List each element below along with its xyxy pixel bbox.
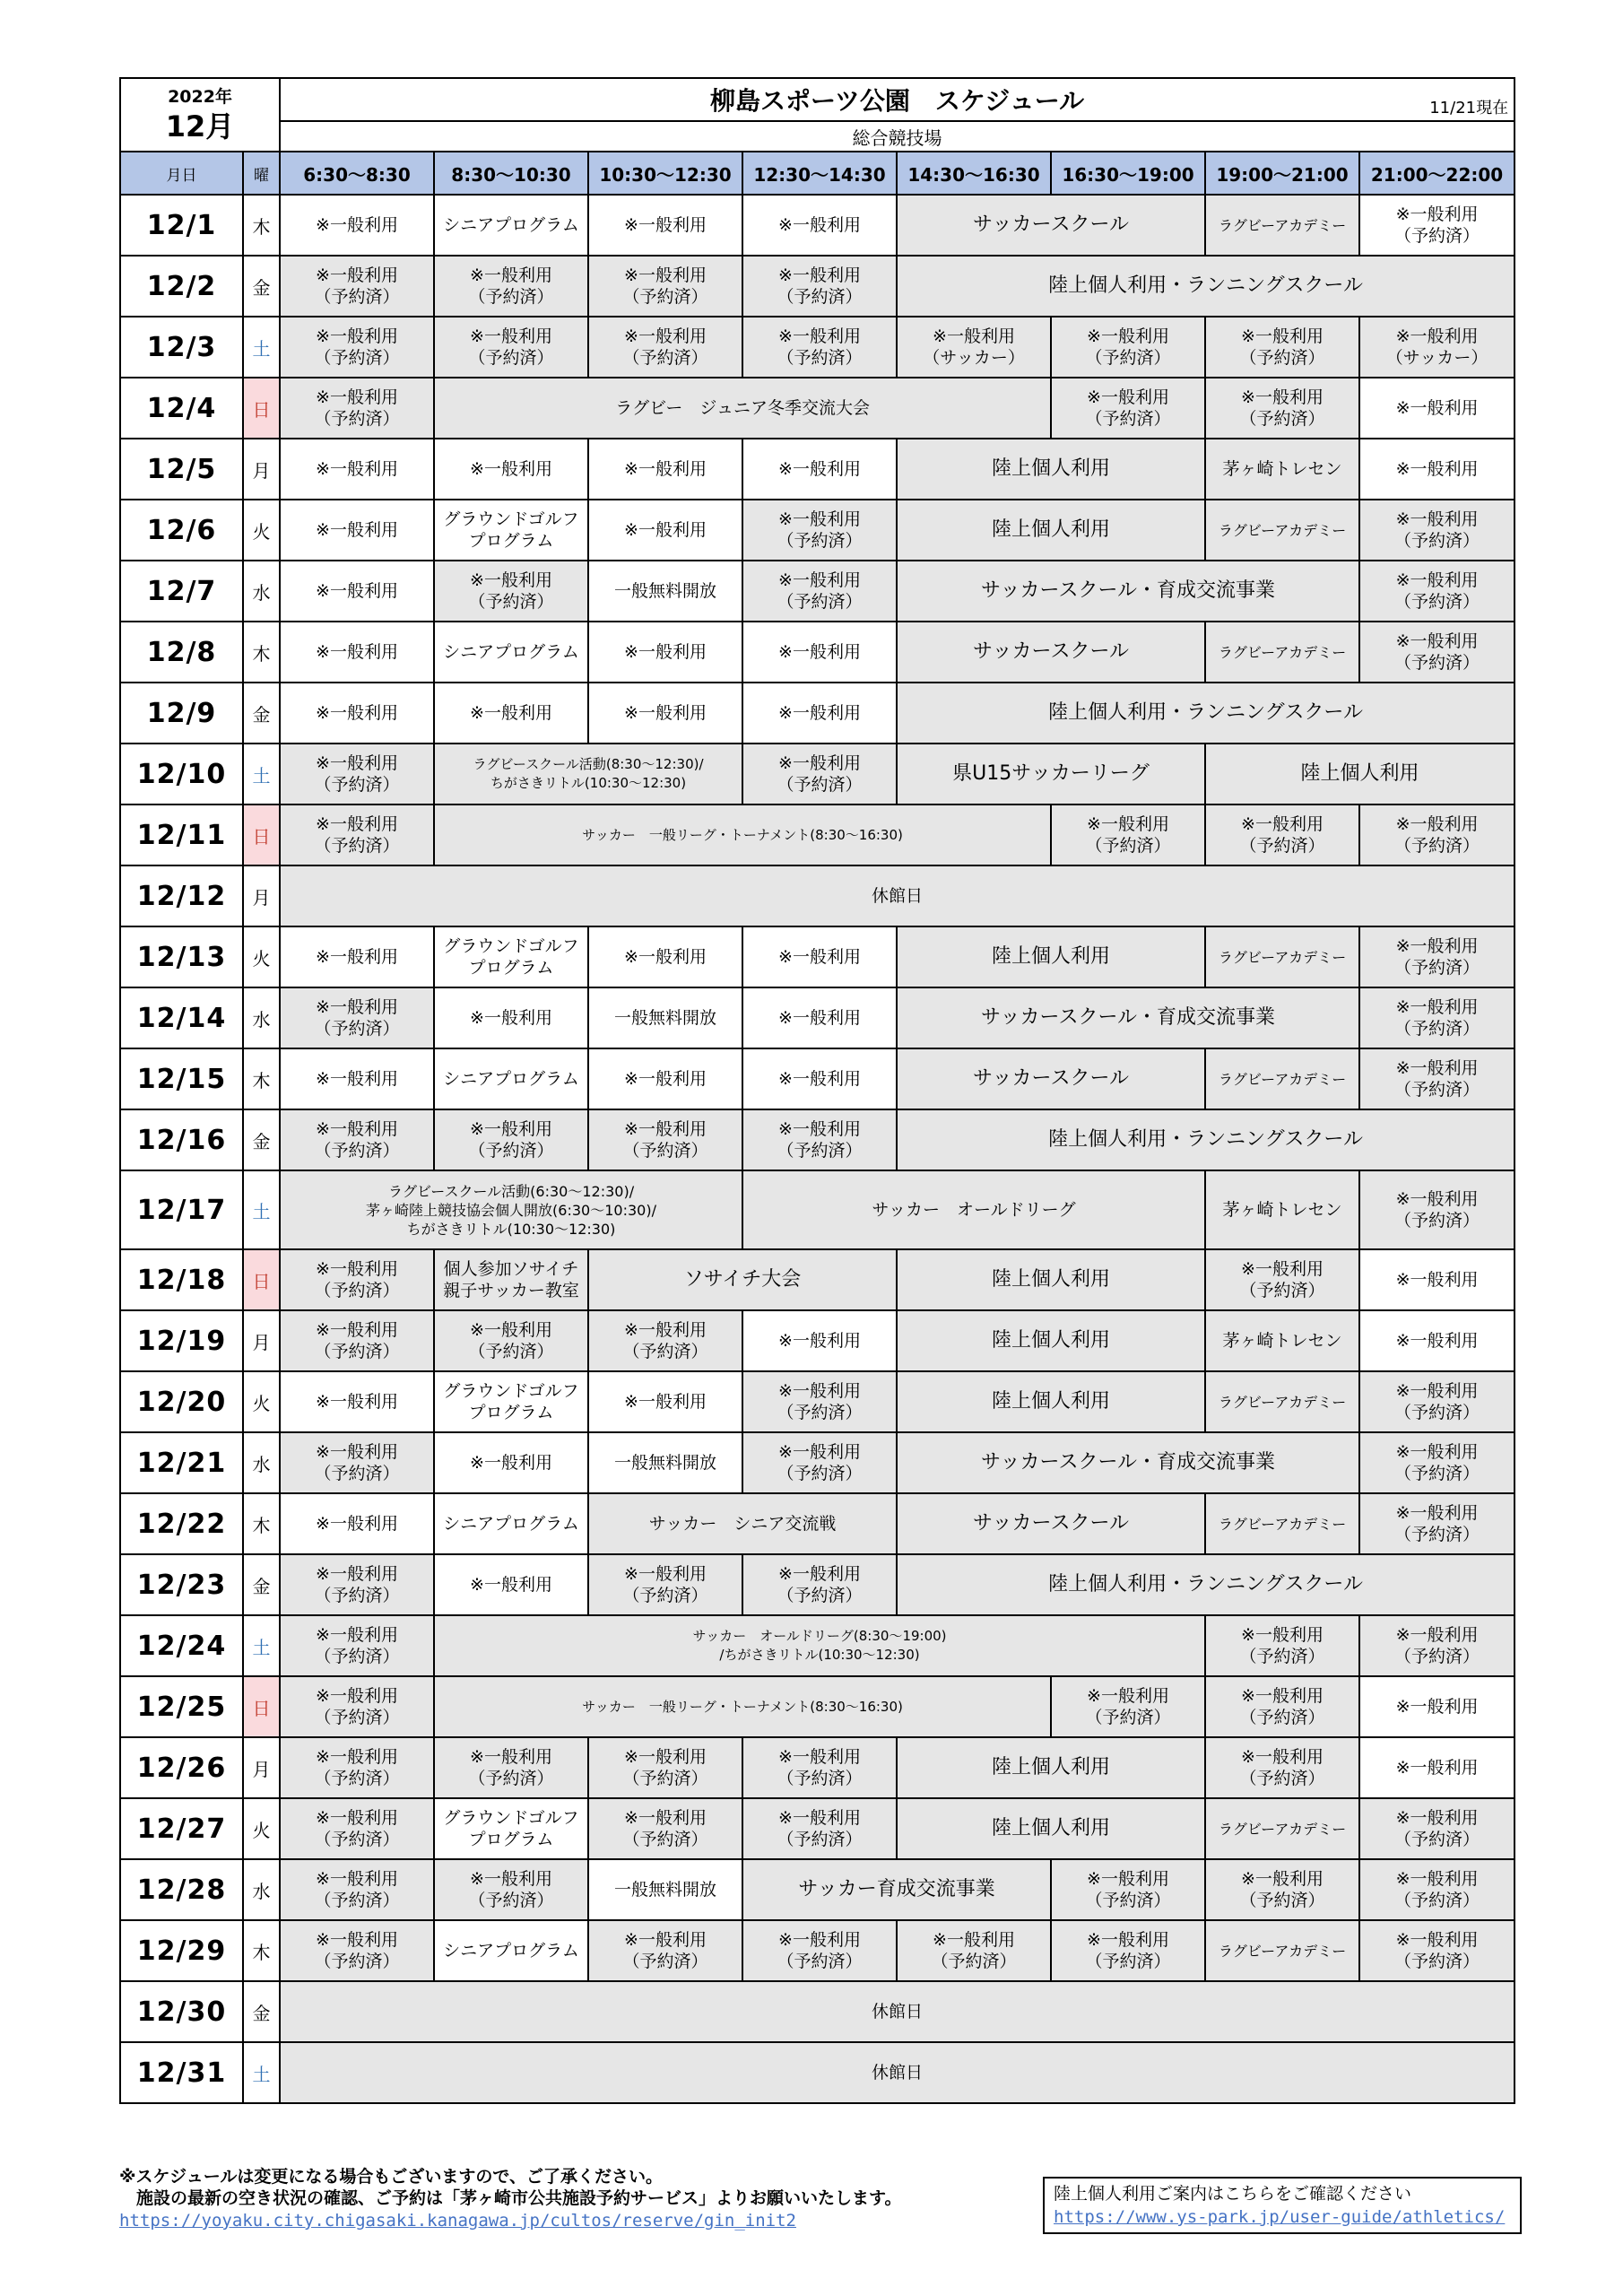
schedule-cell: ※一般利用 （予約済） — [1359, 1170, 1515, 1249]
schedule-cell: ※一般利用 （予約済） — [1051, 378, 1205, 439]
schedule-cell: シニアプログラム — [434, 1493, 588, 1554]
row-date: 12/1 — [120, 195, 243, 256]
facility-name: 総合競技場 — [280, 121, 1515, 152]
schedule-cell: ※一般利用 （予約済） — [588, 1737, 742, 1798]
schedule-cell: ※一般利用 （予約済） — [280, 1554, 434, 1615]
schedule-sheet — [119, 77, 1515, 2104]
schedule-cell: ※一般利用 （予約済） — [1051, 1676, 1205, 1737]
schedule-cell: ラグビースクール活動(6:30～12:30)/ 茅ヶ崎陸上競技協会個人開放(6:30～10:30)/ ちがさきリトル(10:30～12:30) — [280, 1170, 742, 1249]
schedule-cell: ※一般利用 （予約済） — [434, 1737, 588, 1798]
schedule-cell: ※一般利用 （予約済） — [742, 1432, 897, 1493]
row-weekday: 火 — [243, 500, 280, 561]
schedule-row — [120, 1109, 1515, 1170]
schedule-cell: 一般無料開放 — [588, 1859, 742, 1920]
row-date: 12/17 — [120, 1170, 243, 1249]
schedule-row — [120, 2042, 1515, 2103]
schedule-cell: ※一般利用 （予約済） — [280, 804, 434, 865]
schedule-cell: ※一般利用 — [588, 926, 742, 987]
schedule-cell: 陸上個人利用 — [897, 1737, 1205, 1798]
schedule-cell: 休館日 — [280, 865, 1515, 926]
row-weekday: 金 — [243, 256, 280, 317]
row-weekday: 日 — [243, 804, 280, 865]
row-weekday: 土 — [243, 2042, 280, 2103]
schedule-cell: ※一般利用 （予約済） — [1359, 804, 1515, 865]
footer-note-1: ※スケジュールは変更になる場合もございますので、ご了承ください。 — [119, 2167, 663, 2187]
schedule-cell: ※一般利用 — [742, 987, 897, 1048]
row-weekday: 土 — [243, 317, 280, 378]
schedule-cell: 一般無料開放 — [588, 1432, 742, 1493]
schedule-row — [120, 1170, 1515, 1249]
schedule-cell: ※一般利用 （予約済） — [1359, 195, 1515, 256]
schedule-cell: グラウンドゴルフ プログラム — [434, 500, 588, 561]
schedule-cell: サッカー オールドリーグ(8:30～19:00) /ちがさきリトル(10:30～12:30) — [434, 1615, 1205, 1676]
schedule-cell: ※一般利用 （予約済） — [588, 1109, 742, 1170]
schedule-row — [120, 1859, 1515, 1920]
schedule-cell: 休館日 — [280, 1981, 1515, 2042]
schedule-row — [120, 500, 1515, 561]
schedule-cell: ※一般利用 （サッカー） — [1359, 317, 1515, 378]
schedule-cell: ラグビー ジュニア冬季交流大会 — [434, 378, 1051, 439]
schedule-cell: ラグビーアカデミー — [1205, 500, 1359, 561]
header-slot: 21:00～22:00 — [1359, 152, 1515, 195]
schedule-cell: ※一般利用 （予約済） — [1359, 1859, 1515, 1920]
schedule-cell: 陸上個人利用・ランニングスクール — [897, 256, 1515, 317]
row-date: 12/11 — [120, 804, 243, 865]
schedule-cell: ※一般利用 （サッカー） — [897, 317, 1051, 378]
schedule-row — [120, 622, 1515, 683]
schedule-cell: ※一般利用 （予約済） — [588, 256, 742, 317]
row-date: 12/13 — [120, 926, 243, 987]
schedule-cell: ※一般利用 （予約済） — [434, 256, 588, 317]
row-weekday: 木 — [243, 1493, 280, 1554]
schedule-cell: シニアプログラム — [434, 622, 588, 683]
row-weekday: 月 — [243, 865, 280, 926]
row-date: 12/25 — [120, 1676, 243, 1737]
row-weekday: 月 — [243, 1737, 280, 1798]
row-date: 12/22 — [120, 1493, 243, 1554]
row-weekday: 水 — [243, 1859, 280, 1920]
schedule-cell: サッカースクール・育成交流事業 — [897, 561, 1359, 622]
schedule-cell: ※一般利用 — [434, 1432, 588, 1493]
row-weekday: 金 — [243, 1109, 280, 1170]
schedule-cell: サッカー 一般リーグ・トーナメント(8:30～16:30) — [434, 804, 1051, 865]
schedule-cell: サッカー 一般リーグ・トーナメント(8:30～16:30) — [434, 1676, 1051, 1737]
schedule-cell: シニアプログラム — [434, 1048, 588, 1109]
row-weekday: 金 — [243, 1981, 280, 2042]
schedule-cell: シニアプログラム — [434, 195, 588, 256]
schedule-cell: ※一般利用 — [280, 500, 434, 561]
row-weekday: 木 — [243, 1048, 280, 1109]
row-date: 12/26 — [120, 1737, 243, 1798]
schedule-cell: ラグビーアカデミー — [1205, 1371, 1359, 1432]
schedule-cell: ※一般利用 （予約済） — [742, 1109, 897, 1170]
row-weekday: 火 — [243, 1798, 280, 1859]
schedule-cell: 県U15サッカーリーグ — [897, 744, 1205, 804]
schedule-cell: 陸上個人利用・ランニングスクール — [897, 1109, 1515, 1170]
schedule-cell: ※一般利用 — [280, 1493, 434, 1554]
schedule-row — [120, 1554, 1515, 1615]
schedule-row — [120, 1676, 1515, 1737]
row-weekday: 木 — [243, 1920, 280, 1981]
schedule-cell: ※一般利用 （予約済） — [280, 317, 434, 378]
column-header-row — [120, 152, 1515, 195]
schedule-cell: ※一般利用 （予約済） — [1359, 1048, 1515, 1109]
schedule-cell: ※一般利用 — [280, 1048, 434, 1109]
footer-note-2: 施設の最新の空き状況の確認、ご予約は「茅ヶ崎市公共施設予約サービス」よりお願いいたします。 — [119, 2188, 902, 2208]
row-date: 12/18 — [120, 1249, 243, 1310]
row-weekday: 水 — [243, 1432, 280, 1493]
footer — [119, 2166, 1518, 2232]
as-of-date: 11/21現在 — [1429, 99, 1509, 117]
schedule-row — [120, 1798, 1515, 1859]
schedule-cell: ※一般利用 （予約済） — [742, 744, 897, 804]
row-weekday: 金 — [243, 683, 280, 744]
row-weekday: 木 — [243, 622, 280, 683]
schedule-cell: ※一般利用 — [588, 439, 742, 500]
schedule-row — [120, 439, 1515, 500]
schedule-cell: ※一般利用 （予約済） — [1205, 1615, 1359, 1676]
row-date: 12/3 — [120, 317, 243, 378]
schedule-cell: ※一般利用 （予約済） — [588, 1554, 742, 1615]
schedule-cell: ※一般利用 （予約済） — [280, 1798, 434, 1859]
schedule-cell: ※一般利用 （予約済） — [280, 1920, 434, 1981]
schedule-cell: 陸上個人利用 — [897, 500, 1205, 561]
schedule-cell: ※一般利用 （予約済） — [742, 500, 897, 561]
schedule-cell: ※一般利用 （予約済） — [588, 1798, 742, 1859]
schedule-row — [120, 1920, 1515, 1981]
athletics-info-box — [1043, 2177, 1522, 2234]
row-weekday: 土 — [243, 1615, 280, 1676]
schedule-cell: ※一般利用 — [1359, 1676, 1515, 1737]
schedule-cell: ※一般利用 （予約済） — [280, 1432, 434, 1493]
schedule-cell: ※一般利用 （予約済） — [1205, 1737, 1359, 1798]
schedule-row — [120, 1737, 1515, 1798]
schedule-cell: ※一般利用 （予約済） — [1359, 987, 1515, 1048]
schedule-cell: ※一般利用 — [280, 1371, 434, 1432]
schedule-cell: グラウンドゴルフ プログラム — [434, 1371, 588, 1432]
page-title — [280, 78, 1515, 121]
schedule-cell: サッカースクール — [897, 1493, 1205, 1554]
schedule-row — [120, 865, 1515, 926]
header-slot: 6:30～8:30 — [280, 152, 434, 195]
schedule-cell: ※一般利用 （予約済） — [742, 561, 897, 622]
row-date: 12/9 — [120, 683, 243, 744]
schedule-cell: ※一般利用 — [742, 1048, 897, 1109]
schedule-cell: ※一般利用 （予約済） — [280, 744, 434, 804]
row-date: 12/29 — [120, 1920, 243, 1981]
row-date: 12/16 — [120, 1109, 243, 1170]
schedule-cell: ※一般利用 — [280, 195, 434, 256]
row-date: 12/12 — [120, 865, 243, 926]
schedule-cell: ※一般利用 — [588, 195, 742, 256]
schedule-cell: ※一般利用 （予約済） — [742, 256, 897, 317]
schedule-cell: ラグビーアカデミー — [1205, 1048, 1359, 1109]
schedule-cell: ソサイチ大会 — [588, 1249, 897, 1310]
schedule-cell: ラグビーアカデミー — [1205, 926, 1359, 987]
schedule-cell: 一般無料開放 — [588, 561, 742, 622]
title-text: 柳島スポーツ公園 スケジュール — [709, 86, 1085, 116]
schedule-cell: サッカースクール — [897, 1048, 1205, 1109]
schedule-row — [120, 1310, 1515, 1371]
row-weekday: 水 — [243, 987, 280, 1048]
schedule-cell: ※一般利用 （予約済） — [280, 987, 434, 1048]
row-weekday: 月 — [243, 1310, 280, 1371]
schedule-cell: ※一般利用 （予約済） — [588, 1920, 742, 1981]
header-slot: 19:00～21:00 — [1205, 152, 1359, 195]
schedule-cell: ※一般利用 — [1359, 439, 1515, 500]
schedule-cell: 陸上個人利用 — [897, 1310, 1205, 1371]
schedule-row — [120, 1615, 1515, 1676]
schedule-cell: 個人参加ソサイチ 親子サッカー教室 — [434, 1249, 588, 1310]
schedule-cell: 休館日 — [280, 2042, 1515, 2103]
schedule-cell: ※一般利用 （予約済） — [1205, 804, 1359, 865]
schedule-cell: 一般無料開放 — [588, 987, 742, 1048]
row-date: 12/21 — [120, 1432, 243, 1493]
row-date: 12/31 — [120, 2042, 243, 2103]
header-slot: 16:30～19:00 — [1051, 152, 1205, 195]
schedule-cell: サッカースクール — [897, 622, 1205, 683]
schedule-cell: ※一般利用 （予約済） — [1205, 317, 1359, 378]
row-date: 12/28 — [120, 1859, 243, 1920]
schedule-cell: サッカー オールドリーグ — [742, 1170, 1205, 1249]
year-label: 2022年 — [168, 87, 232, 107]
schedule-cell: ※一般利用 — [588, 622, 742, 683]
schedule-cell: ※一般利用 — [434, 987, 588, 1048]
schedule-cell: ※一般利用 （予約済） — [434, 1859, 588, 1920]
schedule-cell: ※一般利用 — [434, 683, 588, 744]
schedule-cell: ※一般利用 （予約済） — [1051, 804, 1205, 865]
schedule-row — [120, 378, 1515, 439]
schedule-cell: ※一般利用 （予約済） — [1359, 1615, 1515, 1676]
header-slot: 12:30～14:30 — [742, 152, 897, 195]
athletics-label: 陸上個人利用ご案内はこちらをご確認ください — [1054, 2184, 1412, 2204]
row-weekday: 水 — [243, 561, 280, 622]
schedule-cell: ※一般利用 — [434, 1554, 588, 1615]
schedule-cell: ※一般利用 — [1359, 1310, 1515, 1371]
schedule-cell: ※一般利用 （予約済） — [1359, 561, 1515, 622]
schedule-cell: ※一般利用 — [280, 622, 434, 683]
schedule-cell: ※一般利用 （予約済） — [1359, 1920, 1515, 1981]
schedule-cell: ※一般利用 （予約済） — [280, 378, 434, 439]
schedule-cell: ※一般利用 — [742, 926, 897, 987]
schedule-cell: ラグビーアカデミー — [1205, 195, 1359, 256]
header-slot: 8:30～10:30 — [434, 152, 588, 195]
schedule-row — [120, 1981, 1515, 2042]
year-month-cell — [120, 78, 280, 152]
row-date: 12/24 — [120, 1615, 243, 1676]
schedule-cell: サッカースクール — [897, 195, 1205, 256]
schedule-cell: ※一般利用 （予約済） — [742, 1737, 897, 1798]
row-weekday: 日 — [243, 1249, 280, 1310]
schedule-cell: 陸上個人利用・ランニングスクール — [897, 683, 1515, 744]
schedule-cell: ※一般利用 （予約済） — [1051, 1920, 1205, 1981]
schedule-cell: ※一般利用 （予約済） — [742, 1798, 897, 1859]
schedule-cell: サッカースクール・育成交流事業 — [897, 987, 1359, 1048]
schedule-cell: 陸上個人利用 — [897, 1798, 1205, 1859]
schedule-cell: ※一般利用 （予約済） — [1205, 1859, 1359, 1920]
schedule-cell: ※一般利用 （予約済） — [588, 317, 742, 378]
schedule-cell: 陸上個人利用 — [897, 1249, 1205, 1310]
schedule-cell: ※一般利用 （予約済） — [434, 1310, 588, 1371]
schedule-cell: グラウンドゴルフ プログラム — [434, 1798, 588, 1859]
schedule-cell: ラグビースクール活動(8:30～12:30)/ ちがさきリトル(10:30～12:30) — [434, 744, 742, 804]
schedule-cell: ※一般利用 — [434, 439, 588, 500]
schedule-cell: ラグビーアカデミー — [1205, 622, 1359, 683]
row-date: 12/10 — [120, 744, 243, 804]
schedule-cell: ※一般利用 （予約済） — [1359, 1798, 1515, 1859]
schedule-cell: ※一般利用 （予約済） — [1205, 378, 1359, 439]
schedule-row — [120, 317, 1515, 378]
schedule-cell: ※一般利用 （予約済） — [742, 1920, 897, 1981]
row-weekday: 木 — [243, 195, 280, 256]
row-weekday: 火 — [243, 926, 280, 987]
row-weekday: 土 — [243, 1170, 280, 1249]
row-weekday: 火 — [243, 1371, 280, 1432]
schedule-cell: サッカー育成交流事業 — [742, 1859, 1051, 1920]
row-date: 12/4 — [120, 378, 243, 439]
row-weekday: 月 — [243, 439, 280, 500]
schedule-cell: ※一般利用 （予約済） — [1359, 1493, 1515, 1554]
schedule-row — [120, 256, 1515, 317]
schedule-cell: ※一般利用 （予約済） — [1205, 1676, 1359, 1737]
schedule-cell: ※一般利用 （予約済） — [280, 1310, 434, 1371]
row-date: 12/8 — [120, 622, 243, 683]
row-date: 12/5 — [120, 439, 243, 500]
schedule-cell: ※一般利用 — [742, 195, 897, 256]
schedule-cell: ラグビーアカデミー — [1205, 1493, 1359, 1554]
schedule-cell: ※一般利用 （予約済） — [1205, 1249, 1359, 1310]
schedule-cell: ※一般利用 （予約済） — [742, 317, 897, 378]
schedule-cell: ※一般利用 （予約済） — [742, 1371, 897, 1432]
schedule-cell: 陸上個人利用・ランニングスクール — [897, 1554, 1515, 1615]
schedule-row — [120, 561, 1515, 622]
schedule-cell: サッカースクール・育成交流事業 — [897, 1432, 1359, 1493]
header-slot: 14:30～16:30 — [897, 152, 1051, 195]
schedule-cell: ※一般利用 — [1359, 378, 1515, 439]
schedule-cell: シニアプログラム — [434, 1920, 588, 1981]
schedule-cell: ※一般利用 （予約済） — [897, 1920, 1051, 1981]
schedule-row — [120, 1048, 1515, 1109]
schedule-cell: ※一般利用 （予約済） — [742, 1554, 897, 1615]
schedule-row — [120, 1371, 1515, 1432]
row-date: 12/6 — [120, 500, 243, 561]
schedule-cell: ※一般利用 （予約済） — [1051, 1859, 1205, 1920]
month-label: 12月 — [165, 109, 235, 144]
row-date: 12/27 — [120, 1798, 243, 1859]
schedule-cell: サッカー シニア交流戦 — [588, 1493, 897, 1554]
schedule-cell: ※一般利用 （予約済） — [1359, 622, 1515, 683]
schedule-table — [119, 77, 1515, 2104]
schedule-cell: ※一般利用 （予約済） — [280, 1615, 434, 1676]
schedule-cell: ※一般利用 — [742, 1310, 897, 1371]
row-weekday: 金 — [243, 1554, 280, 1615]
header-slot: 10:30～12:30 — [588, 152, 742, 195]
schedule-row — [120, 1249, 1515, 1310]
row-date: 12/14 — [120, 987, 243, 1048]
row-date: 12/2 — [120, 256, 243, 317]
schedule-cell: ※一般利用 （予約済） — [434, 317, 588, 378]
schedule-cell: ※一般利用 — [280, 926, 434, 987]
schedule-cell: ※一般利用 （予約済） — [1051, 317, 1205, 378]
schedule-cell: ※一般利用 （予約済） — [588, 1310, 742, 1371]
schedule-cell: ※一般利用 （予約済） — [280, 1249, 434, 1310]
header-dow: 曜 — [243, 152, 280, 195]
schedule-cell: ※一般利用 — [588, 1048, 742, 1109]
schedule-row — [120, 987, 1515, 1048]
schedule-row — [120, 926, 1515, 987]
schedule-cell: グラウンドゴルフ プログラム — [434, 926, 588, 987]
schedule-cell: ※一般利用 （予約済） — [1359, 1371, 1515, 1432]
schedule-cell: ※一般利用 （予約済） — [1359, 1432, 1515, 1493]
schedule-cell: 陸上個人利用 — [1205, 744, 1515, 804]
row-date: 12/7 — [120, 561, 243, 622]
schedule-row — [120, 744, 1515, 804]
schedule-cell: 茅ヶ崎トレセン — [1205, 1170, 1359, 1249]
row-date: 12/19 — [120, 1310, 243, 1371]
schedule-cell: ※一般利用 — [1359, 1737, 1515, 1798]
schedule-cell: ※一般利用 — [1359, 1249, 1515, 1310]
row-date: 12/20 — [120, 1371, 243, 1432]
schedule-cell: ※一般利用 — [742, 622, 897, 683]
schedule-cell: ※一般利用 — [588, 500, 742, 561]
row-weekday: 日 — [243, 378, 280, 439]
header-date: 月日 — [120, 152, 243, 195]
schedule-cell: ラグビーアカデミー — [1205, 1920, 1359, 1981]
schedule-cell: ※一般利用 （予約済） — [434, 1109, 588, 1170]
reservation-link[interactable]: https://yoyaku.city.chigasaki.kanagawa.jp/cultos/reserve/gin_init2 — [119, 2211, 796, 2231]
schedule-cell: ※一般利用 （予約済） — [1359, 500, 1515, 561]
schedule-row — [120, 1432, 1515, 1493]
schedule-cell: ※一般利用 — [280, 439, 434, 500]
schedule-cell: ラグビーアカデミー — [1205, 1798, 1359, 1859]
schedule-cell: ※一般利用 — [280, 683, 434, 744]
schedule-cell: ※一般利用 （予約済） — [434, 561, 588, 622]
schedule-cell: ※一般利用 — [742, 683, 897, 744]
schedule-cell: 茅ヶ崎トレセン — [1205, 1310, 1359, 1371]
row-date: 12/23 — [120, 1554, 243, 1615]
row-weekday: 日 — [243, 1676, 280, 1737]
schedule-cell: 陸上個人利用 — [897, 926, 1205, 987]
row-date: 12/30 — [120, 1981, 243, 2042]
schedule-cell: ※一般利用 （予約済） — [280, 1859, 434, 1920]
schedule-row — [120, 1493, 1515, 1554]
schedule-cell: 陸上個人利用 — [897, 439, 1205, 500]
schedule-cell: ※一般利用 — [588, 1371, 742, 1432]
schedule-cell: ※一般利用 — [742, 439, 897, 500]
athletics-link[interactable]: https://www.ys-park.jp/user-guide/athletics/ — [1054, 2207, 1506, 2227]
schedule-cell: ※一般利用 （予約済） — [280, 1737, 434, 1798]
schedule-cell: ※一般利用 — [280, 561, 434, 622]
schedule-cell: ※一般利用 （予約済） — [280, 256, 434, 317]
schedule-cell: ※一般利用 （予約済） — [280, 1676, 434, 1737]
schedule-row — [120, 195, 1515, 256]
row-date: 12/15 — [120, 1048, 243, 1109]
row-weekday: 土 — [243, 744, 280, 804]
schedule-cell: 茅ヶ崎トレセン — [1205, 439, 1359, 500]
schedule-cell: ※一般利用 （予約済） — [280, 1109, 434, 1170]
schedule-cell: 陸上個人利用 — [897, 1371, 1205, 1432]
schedule-row — [120, 683, 1515, 744]
schedule-cell: ※一般利用 （予約済） — [1359, 926, 1515, 987]
schedule-row — [120, 804, 1515, 865]
schedule-cell: ※一般利用 — [588, 683, 742, 744]
